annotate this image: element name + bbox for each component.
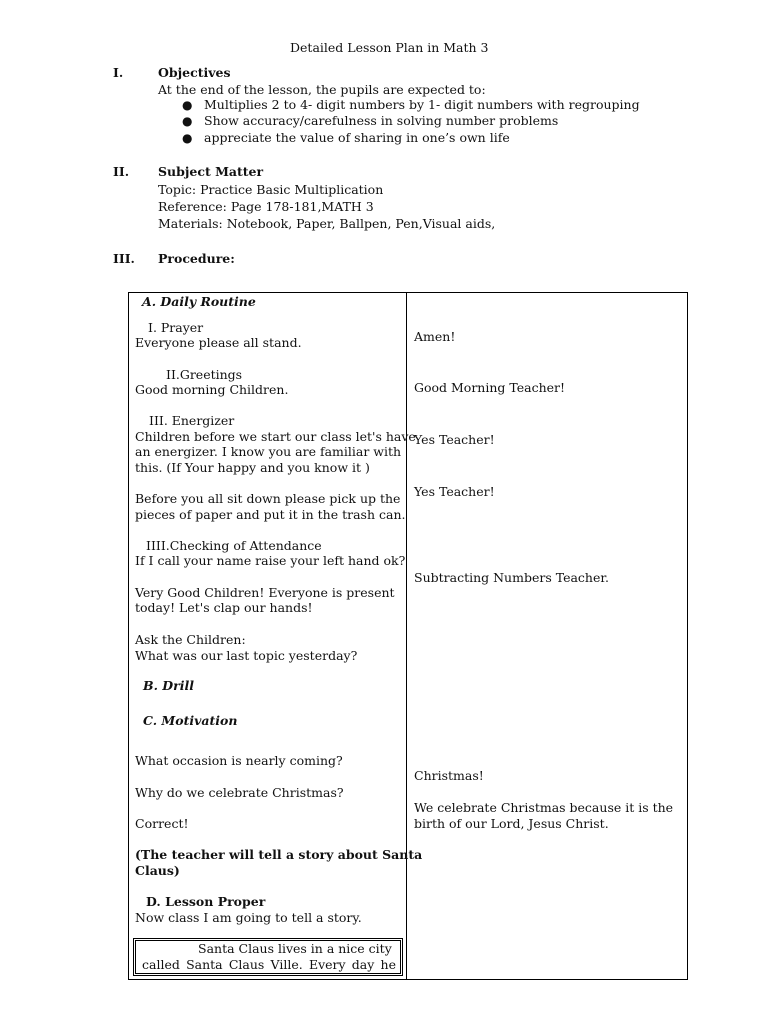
- procedure-numeral: III.: [113, 251, 135, 266]
- bullet-icon: ●: [182, 131, 193, 145]
- sitdown-line: Before you all sit down please pick up the: [135, 491, 401, 506]
- story-note: (The teacher will tell a story about Santa: [135, 847, 423, 862]
- document-title: Detailed Lesson Plan in Math 3: [290, 40, 489, 55]
- attendance-line: If I call your name raise your left hand ok?: [135, 553, 406, 568]
- why-question: Why do we celebrate Christmas?: [135, 785, 344, 800]
- subject-matter-numeral: II.: [113, 164, 130, 179]
- present-line: Very Good Children! Everyone is present: [135, 585, 395, 600]
- greetings-heading: II.Greetings: [166, 367, 243, 382]
- motivation-heading: C. Motivation: [143, 713, 238, 728]
- story-line: Santa Claus lives in a nice city: [198, 941, 392, 956]
- occasion-question: What occasion is nearly coming?: [135, 753, 343, 768]
- prayer-heading: I. Prayer: [148, 320, 204, 335]
- story-text-box: [135, 940, 401, 974]
- drill-heading: B. Drill: [143, 678, 194, 693]
- pupil-response-because: We celebrate Christmas because it is the: [414, 800, 674, 815]
- pupil-response-christmas: Christmas!: [414, 768, 484, 783]
- pupil-response-yes: Yes Teacher!: [414, 484, 495, 499]
- subject-materials: Materials: Notebook, Paper, Ballpen, Pen,Visual aids,: [158, 216, 496, 231]
- energizer-line: Children before we start our class let's have: [135, 429, 416, 444]
- daily-routine-heading: A. Daily Routine: [142, 294, 256, 309]
- pupil-response-amen: Amen!: [414, 329, 456, 344]
- bullet-icon: ●: [182, 98, 193, 112]
- objective-item-3: appreciate the value of sharing in one’s own life: [204, 130, 510, 145]
- pupil-response-topic: Subtracting Numbers Teacher.: [414, 570, 609, 585]
- energizer-line: an energizer. I know you are familiar with: [135, 444, 402, 459]
- greetings-text: Good morning Children.: [135, 382, 289, 397]
- subject-matter-heading: Subject Matter: [158, 164, 264, 179]
- objective-item-1: Multiplies 2 to 4- digit numbers by 1- digit numbers with regrouping: [204, 97, 640, 112]
- prayer-text: Everyone please all stand.: [135, 335, 302, 350]
- present-line: today! Let's clap our hands!: [135, 600, 313, 615]
- subject-reference: Reference: Page 178-181,MATH 3: [158, 199, 374, 214]
- pupil-response-because: birth of our Lord, Jesus Christ.: [414, 816, 609, 831]
- procedure-heading: Procedure:: [158, 251, 235, 266]
- lesson-proper-text: Now class I am going to tell a story.: [135, 910, 362, 925]
- ask-children: Ask the Children:: [135, 632, 246, 647]
- lesson-proper-heading: D. Lesson Proper: [146, 894, 266, 909]
- objectives-numeral: I.: [113, 65, 124, 80]
- ask-question: What was our last topic yesterday?: [135, 648, 358, 663]
- attendance-heading: IIII.Checking of Attendance: [146, 538, 322, 553]
- table-column-divider: [406, 292, 407, 980]
- bullet-icon: ●: [182, 114, 193, 128]
- energizer-line: this. (If Your happy and you know it ): [135, 460, 370, 475]
- pupil-response-greeting: Good Morning Teacher!: [414, 380, 566, 395]
- story-line: called Santa Claus Ville. Every day he: [142, 957, 396, 972]
- subject-topic: Topic: Practice Basic Multiplication: [158, 182, 384, 197]
- objectives-intro: At the end of the lesson, the pupils are expected to:: [158, 82, 486, 97]
- sitdown-line: pieces of paper and put it in the trash can.: [135, 507, 406, 522]
- energizer-heading: III. Energizer: [149, 413, 235, 428]
- pupil-response-yes: Yes Teacher!: [414, 432, 495, 447]
- correct-text: Correct!: [135, 816, 189, 831]
- objectives-heading: Objectives: [158, 65, 231, 80]
- story-note: Claus): [135, 863, 180, 878]
- objective-item-2: Show accuracy/carefulness in solving number problems: [204, 113, 559, 128]
